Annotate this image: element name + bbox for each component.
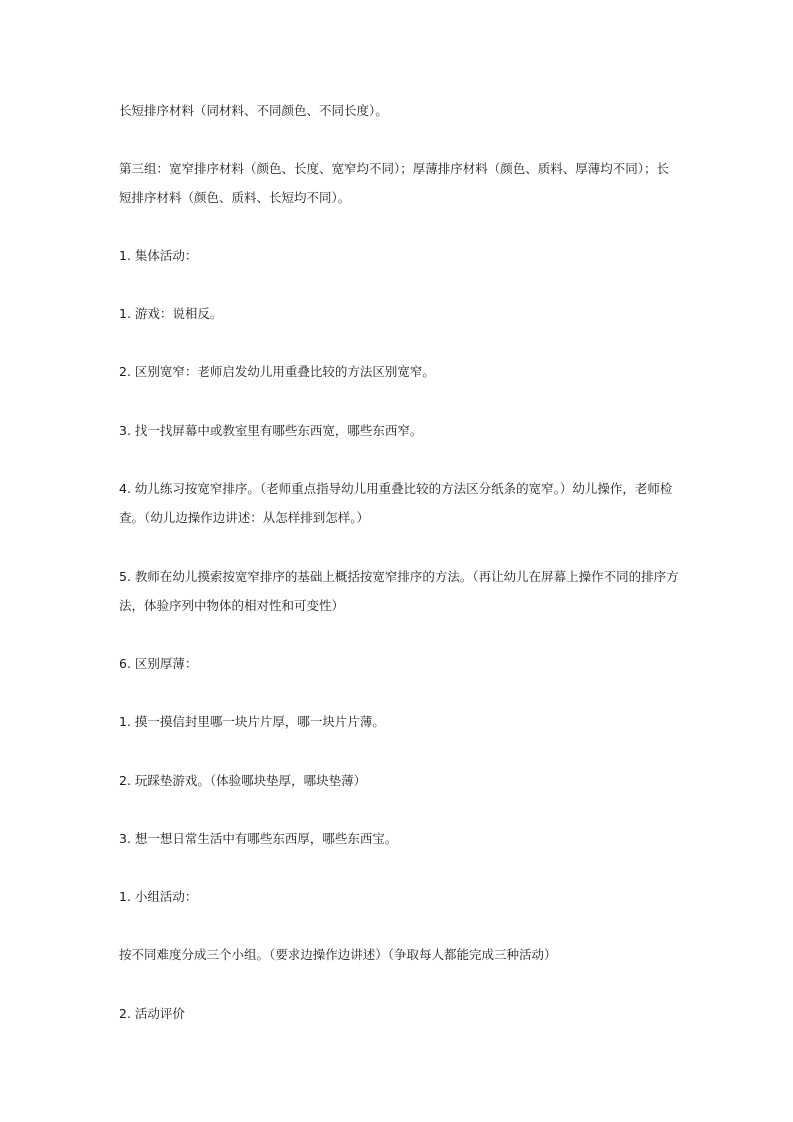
- heading-group-activity: 1. 集体活动：: [119, 248, 198, 263]
- list-item-daily-life: 3. 想一想日常生活中有哪些东西厚，哪些东西宝。: [119, 831, 398, 846]
- list-item-find-wide-narrow: 3. 找一找屏幕中或教室里有哪些东西宽，哪些东西窄。: [119, 423, 423, 438]
- heading-small-group-activity: 1. 小组活动：: [119, 889, 198, 904]
- list-item-touch-envelope: 1. 摸一摸信封里哪一块片片厚，哪一块片片薄。: [119, 714, 385, 729]
- list-item-game: 1. 游戏：说相反。: [119, 306, 223, 321]
- heading-activity-evaluation: 2. 活动评价: [119, 1006, 185, 1021]
- paragraph-group-three: 第三组：宽窄排序材料（颜色、长度、宽窄均不同）；厚薄排序材料（颜色、质料、厚薄均不同）；长短排序材料（颜色、质料、长短均不同）。: [119, 161, 670, 205]
- heading-distinguish-thickness: 6. 区别厚薄：: [119, 656, 198, 671]
- list-item-mat-game: 2. 玩踩垫游戏。（体验哪块垫厚，哪块垫薄）: [119, 773, 367, 788]
- paragraph-three-groups: 按不同难度分成三个小组。（要求边操作边讲述）（争取每人都能完成三种活动）: [119, 947, 557, 962]
- paragraph-length-materials: 长短排序材料（同材料、不同颜色、不同长度）。: [119, 103, 388, 118]
- list-item-teacher-summary: 5. 教师在幼儿摸索按宽窄排序的基础上概括按宽窄排序的方法。（再让幼儿在屏幕上操作不同的排序方法，体验序列中物体的相对性和可变性）: [119, 569, 679, 613]
- list-item-distinguish-width: 2. 区别宽窄：老师启发幼儿用重叠比较的方法区别宽窄。: [119, 364, 435, 379]
- list-item-practice-sorting: 4. 幼儿练习按宽窄排序。（老师重点指导幼儿用重叠比较的方法区分纸条的宽窄。）幼儿操作，老师检查。（幼儿边操作边讲述：从怎样排到怎样。）: [119, 481, 673, 525]
